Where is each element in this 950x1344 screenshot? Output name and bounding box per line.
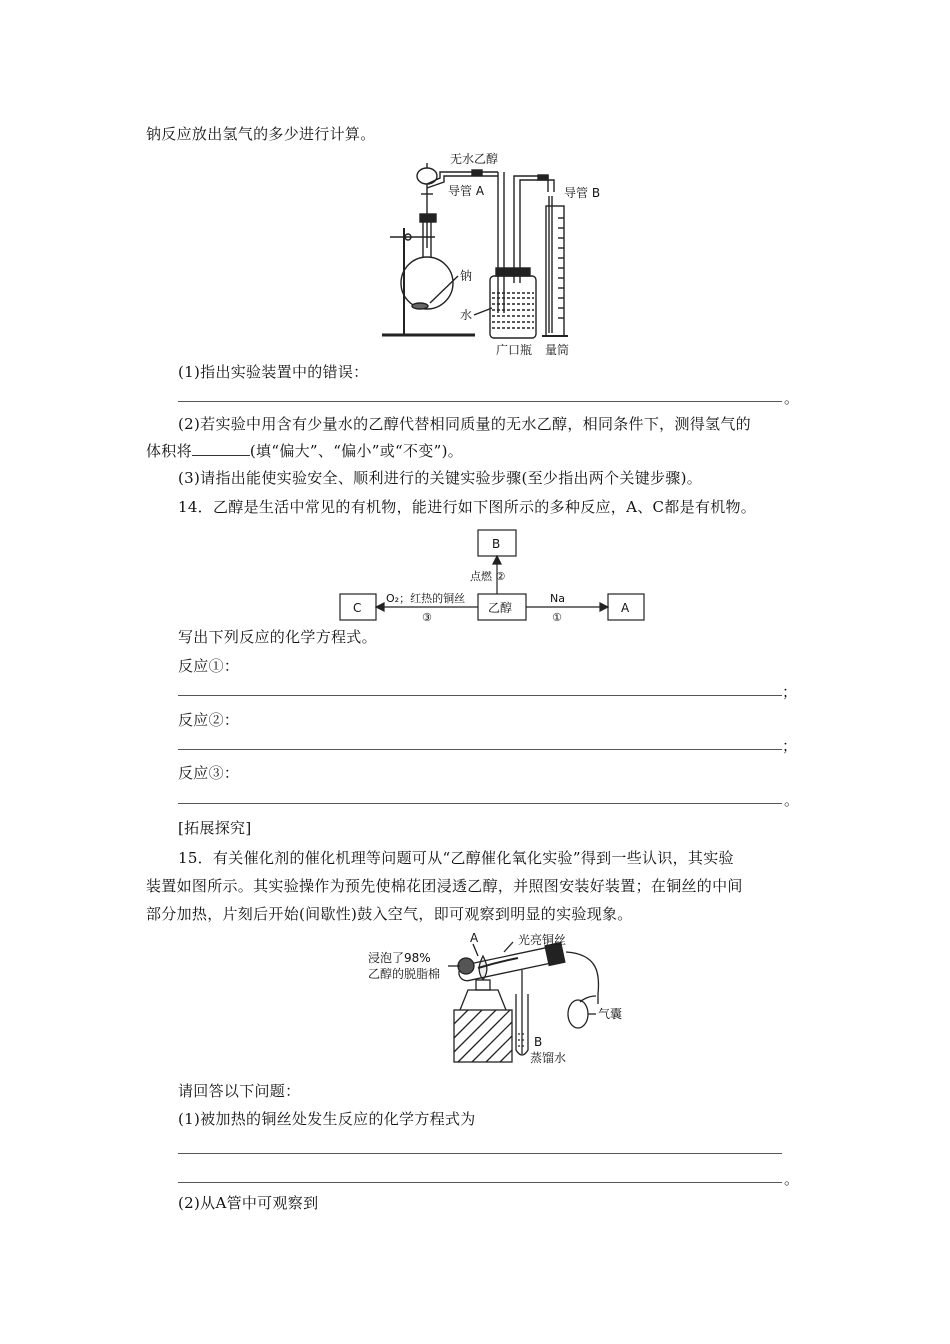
label-copper: 光亮铜丝 <box>518 933 567 947</box>
box-a: A <box>621 601 630 615</box>
line-end-mark: ； <box>782 683 798 701</box>
label-cylinder: 量筒 <box>545 343 570 357</box>
fill-blank <box>192 441 250 456</box>
label-tube-a: A <box>470 931 479 945</box>
reaction-3-label: 反应③： <box>178 764 240 782</box>
apparatus-figure-2 <box>368 931 638 1069</box>
reaction-1-label: 反应①： <box>178 657 240 675</box>
answer-line <box>178 1182 782 1183</box>
label-air-bag: 气囊 <box>598 1007 623 1021</box>
reaction-diagram <box>338 526 648 626</box>
label-na: Na <box>550 592 565 605</box>
q13-part3: (3)请指出能使实验安全、顺利进行的关键实验步骤(至少指出两个关键步骤)。 <box>178 469 703 487</box>
label-sodium: 钠 <box>460 269 473 283</box>
q15-line1: 15．有关催化剂的催化机理等问题可从“乙醇催化氧化实验”得到一些认识，其实验 <box>178 849 734 867</box>
section-heading: [拓展探究] <box>178 819 252 837</box>
label-bottle: 广口瓶 <box>496 343 533 357</box>
label-cotton-1: 浸泡了98% <box>368 951 431 965</box>
line-end-mark: 。 <box>784 1170 800 1188</box>
q15-part1: (1)被加热的铜丝处发生反应的化学方程式为 <box>178 1110 476 1128</box>
q14-stem: 14．乙醇是生活中常见的有机物，能进行如下图所示的多种反应，A、C都是有机物。 <box>178 498 757 516</box>
q13-part2-line2 <box>146 441 463 461</box>
label-ethanol: 无水乙醇 <box>450 152 499 166</box>
box-ethanol: 乙醇 <box>488 601 513 615</box>
answer-line <box>178 749 782 750</box>
intro-text: 钠反应放出氢气的多少进行计算。 <box>146 125 376 143</box>
label-tube-b: 导管 B <box>564 186 601 200</box>
q13-part2-prefix: 体积将 <box>146 442 192 460</box>
apparatus-figure-1 <box>380 148 640 363</box>
q15-line3: 部分加热，片刻后开始(间歇性)鼓入空气，即可观察到明显的实验现象。 <box>146 905 633 923</box>
answer-line <box>178 695 782 696</box>
label-num-3: ③ <box>422 611 432 624</box>
q15-part2: (2)从A管中可观察到 <box>178 1194 319 1212</box>
label-tube-a: 导管 A <box>448 184 485 198</box>
box-c: C <box>353 601 362 615</box>
label-oxidation: O₂；红热的铜丝 <box>386 592 466 605</box>
q13-part2-suffix: (填“偏大”、“偏小”或“不变”)。 <box>249 442 464 460</box>
box-b: B <box>492 537 501 551</box>
answer-line <box>178 803 782 804</box>
q13-part1: (1)指出实验装置中的错误： <box>178 363 369 381</box>
q13-part2-line1: (2)若实验中用含有少量水的乙醇代替相同质量的无水乙醇，相同条件下，测得氢气的 <box>178 415 751 433</box>
label-distilled-water: 蒸馏水 <box>530 1051 567 1065</box>
label-num-1: ① <box>552 611 562 624</box>
label-water: 水 <box>460 308 473 322</box>
answer-line <box>178 1153 782 1154</box>
q15-prompt: 请回答以下问题： <box>178 1082 301 1100</box>
answer-line <box>178 401 782 402</box>
label-ignite: 点燃 ② <box>470 570 506 583</box>
line-end-mark: 。 <box>784 389 800 407</box>
label-tube-b: B <box>534 1035 543 1049</box>
line-end-mark: ； <box>782 737 798 755</box>
q14-prompt: 写出下列反应的化学方程式。 <box>178 628 377 646</box>
reaction-2-label: 反应②： <box>178 711 240 729</box>
line-end-mark: 。 <box>784 791 800 809</box>
q15-line2: 装置如图所示。其实验操作为预先使棉花团浸透乙醇，并照图安装好装置；在铜丝的中间 <box>146 877 743 895</box>
label-cotton-2: 乙醇的脱脂棉 <box>368 967 441 981</box>
